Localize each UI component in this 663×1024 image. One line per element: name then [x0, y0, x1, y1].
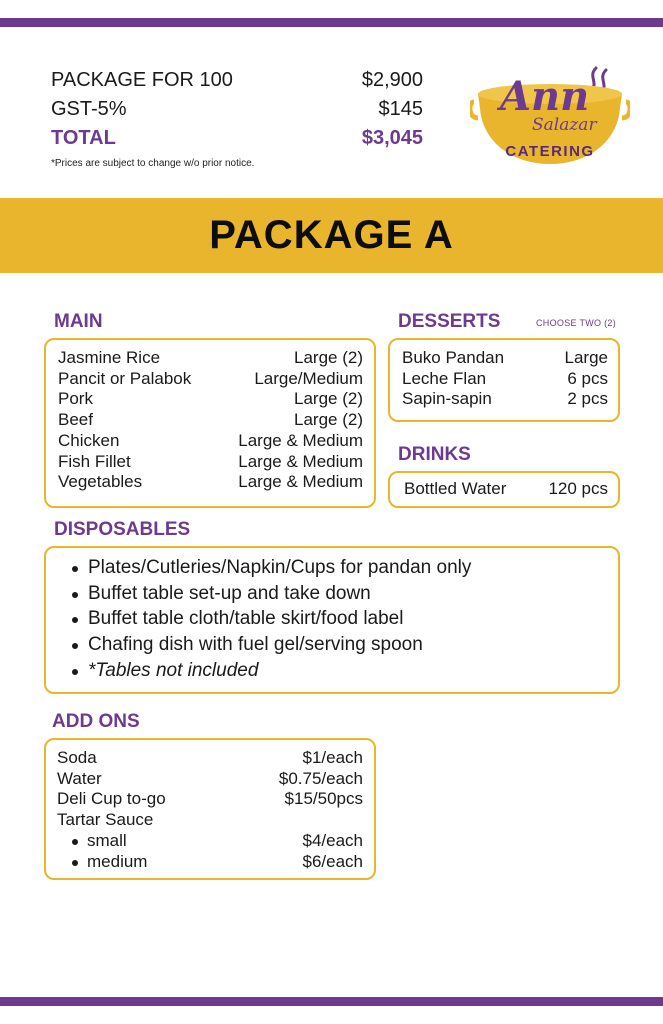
logo-catering-word: CATERING	[505, 143, 595, 160]
item-name: Pork	[58, 389, 93, 409]
list-item: Buffet table set-up and take down	[88, 581, 618, 607]
addon-sub-item	[57, 831, 363, 852]
item-size: Large (2)	[294, 348, 363, 367]
item-name: Soda	[57, 748, 97, 767]
item-name: Leche Flan	[402, 368, 487, 388]
addon-item	[57, 748, 363, 769]
ann-salazar-catering-logo	[470, 60, 630, 172]
desserts-section-title: DESSERTS	[398, 311, 501, 332]
list-item: Chafing dish with fuel gel/serving spoon	[88, 632, 618, 658]
list-item: Plates/Cutleries/Napkin/Cups for pandan only	[88, 555, 618, 581]
disposables-list	[88, 555, 618, 684]
item-size: Large & Medium	[238, 430, 363, 450]
main-menu-box	[44, 338, 376, 508]
gst-label: GST-5%	[51, 98, 127, 120]
package-banner	[0, 198, 663, 273]
item-name: Bottled Water	[404, 479, 507, 498]
item-name: Buko Pandan	[402, 348, 505, 367]
total-label: TOTAL	[51, 127, 116, 149]
item-name: Deli Cup to-go	[57, 789, 166, 809]
addon-item	[57, 810, 363, 831]
item-size: Large/Medium	[254, 368, 363, 388]
bottom-stripe	[0, 997, 663, 1006]
menu-item	[58, 369, 363, 390]
pricing-summary	[51, 66, 423, 153]
item-name: small	[87, 830, 127, 850]
item-name: Jasmine Rice	[58, 348, 161, 367]
dessert-item	[402, 369, 608, 390]
item-size: Large & Medium	[238, 472, 363, 492]
menu-item	[58, 410, 363, 431]
item-size: 2 pcs	[567, 389, 608, 409]
desserts-box	[388, 338, 620, 422]
menu-item	[58, 389, 363, 410]
item-name: Chicken	[58, 430, 120, 450]
item-name: Water	[57, 768, 102, 788]
addons-box	[44, 738, 376, 880]
item-name: medium	[87, 851, 148, 871]
menu-item	[58, 452, 363, 473]
item-price: $15/50pcs	[284, 789, 363, 809]
list-item: Buffet table cloth/table skirt/food label	[88, 606, 618, 632]
dessert-item	[402, 389, 608, 410]
item-size: Large (2)	[294, 389, 363, 409]
item-price: $4/each	[302, 830, 363, 850]
total-row	[51, 124, 423, 153]
logo-name-line2: Salazar	[532, 115, 597, 135]
item-size: Large & Medium	[238, 451, 363, 471]
item-name: Pancit or Palabok	[58, 368, 192, 388]
item-name: Sapin-sapin	[402, 389, 492, 409]
addon-item	[57, 769, 363, 790]
drinks-box	[388, 471, 620, 508]
item-size: 6 pcs	[567, 368, 608, 388]
item-price: $0.75/each	[278, 768, 363, 788]
package-price: $2,900	[361, 69, 423, 91]
dessert-item	[402, 348, 608, 369]
package-title: PACKAGE A	[209, 213, 454, 257]
list-item: *Tables not included	[88, 658, 618, 684]
drink-item	[404, 479, 608, 500]
addon-sub-item	[57, 852, 363, 873]
menu-item	[58, 472, 363, 493]
addons-section-title: ADD ONS	[52, 711, 140, 732]
main-section-title: MAIN	[54, 311, 103, 332]
disposables-section-title: DISPOSABLES	[54, 519, 191, 540]
item-price: $1/each	[302, 748, 363, 767]
package-label: PACKAGE FOR 100	[51, 69, 233, 91]
top-stripe	[0, 18, 663, 27]
item-size: 120 pcs	[548, 479, 608, 498]
total-price: $3,045	[361, 127, 423, 149]
item-name: Fish Fillet	[58, 451, 131, 471]
gst-price: $145	[378, 98, 423, 120]
gst-row	[51, 95, 423, 124]
item-price: $6/each	[302, 851, 363, 871]
item-name: Tartar Sauce	[57, 810, 154, 830]
disposables-box	[44, 546, 620, 694]
menu-item	[58, 431, 363, 452]
item-name: Beef	[58, 410, 93, 430]
logo-name-line1: Ann	[500, 73, 590, 120]
package-price-row	[51, 66, 423, 95]
item-name: Vegetables	[58, 472, 143, 492]
item-size: Large	[564, 348, 608, 367]
item-size: Large (2)	[294, 410, 363, 430]
desserts-choose-note: CHOOSE TWO (2)	[536, 318, 617, 328]
drinks-section-title: DRINKS	[398, 444, 471, 465]
menu-item	[58, 348, 363, 369]
price-note: *Prices are subject to change w/o prior notice.	[51, 158, 255, 169]
addon-item	[57, 789, 363, 810]
